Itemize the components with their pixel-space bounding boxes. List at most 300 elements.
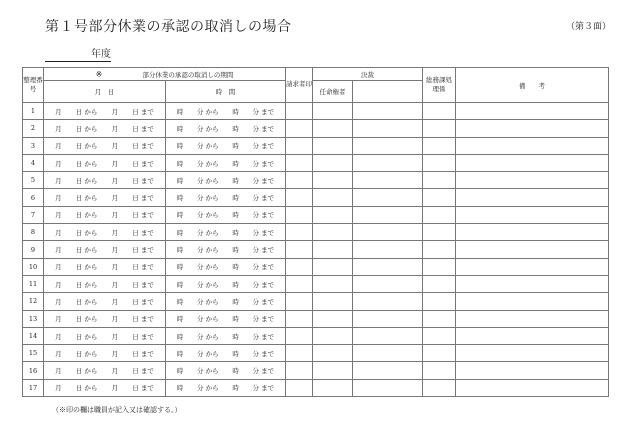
time-part: 分 まで <box>252 159 275 168</box>
date-range-cell[interactable] <box>44 362 166 379</box>
time-part: 時 <box>176 280 184 289</box>
time-part: 分 まで <box>252 228 275 237</box>
remarks-cell[interactable] <box>456 275 609 292</box>
header-time: 時 間 <box>166 81 286 103</box>
appointer-cell[interactable] <box>313 379 353 396</box>
date-part: 日 から <box>75 384 98 393</box>
date-part: 日 まで <box>132 246 154 255</box>
time-range-cell[interactable] <box>166 241 286 258</box>
date-part: 月 <box>55 142 62 151</box>
time-range-cell[interactable] <box>166 206 286 223</box>
time-part: 分 から <box>197 159 219 168</box>
appointer-cell[interactable] <box>313 327 353 344</box>
time-range-cell[interactable] <box>166 172 286 189</box>
date-part: 日 まで <box>132 280 154 289</box>
date-part: 月 <box>111 228 119 237</box>
date-part: 日 まで <box>132 263 154 272</box>
approval-cell[interactable] <box>353 327 423 344</box>
requester-seal-cell[interactable] <box>286 293 313 310</box>
date-part: 月 <box>111 159 119 168</box>
row-number: 16 <box>23 362 44 379</box>
approval-cell[interactable] <box>353 241 423 258</box>
time-part: 分 から <box>197 107 219 116</box>
date-range-cell[interactable] <box>44 241 166 258</box>
time-part: 分 から <box>197 211 219 220</box>
time-part: 時 <box>232 194 239 203</box>
time-range-cell[interactable] <box>166 120 286 137</box>
time-part: 分 から <box>197 280 219 289</box>
header-remarks: 備 考 <box>456 68 609 103</box>
date-part: 月 <box>111 176 119 185</box>
table-row <box>23 345 609 362</box>
time-part: 時 <box>176 246 184 255</box>
date-part: 日 まで <box>132 194 154 203</box>
time-part: 分 から <box>197 349 219 358</box>
date-range-cell[interactable] <box>44 327 166 344</box>
table-row <box>23 154 609 171</box>
row-number: 1 <box>23 103 44 120</box>
time-part: 時 <box>176 297 184 306</box>
row-number: 17 <box>23 379 44 396</box>
date-part: 日 まで <box>132 176 154 185</box>
date-part: 月 <box>55 297 62 306</box>
appointer-cell[interactable] <box>313 224 353 241</box>
date-part: 月 <box>55 332 62 341</box>
table-row <box>23 120 609 137</box>
row-number: 15 <box>23 345 44 362</box>
approval-cell[interactable] <box>353 154 423 171</box>
approval-cell[interactable] <box>353 189 423 206</box>
date-part: 日 まで <box>132 159 154 168</box>
row-number: 10 <box>23 258 44 275</box>
requester-seal-cell[interactable] <box>286 154 313 171</box>
requester-seal-cell[interactable] <box>286 362 313 379</box>
time-range-cell[interactable] <box>166 327 286 344</box>
time-part: 分 から <box>197 367 219 376</box>
remarks-cell[interactable] <box>456 362 609 379</box>
time-part: 時 <box>232 124 239 133</box>
date-part: 日 から <box>75 367 98 376</box>
time-part: 時 <box>176 176 184 185</box>
time-part: 分 まで <box>252 194 275 203</box>
date-part: 月 <box>111 280 119 289</box>
date-part: 日 から <box>75 280 98 289</box>
cancellation-table <box>22 67 609 397</box>
row-number: 7 <box>23 206 44 223</box>
date-part: 月 <box>111 349 119 358</box>
remarks-cell[interactable] <box>456 379 609 396</box>
appointer-cell[interactable] <box>313 103 353 120</box>
requester-seal-cell[interactable] <box>286 258 313 275</box>
time-part: 時 <box>232 228 239 237</box>
table-row <box>23 293 609 310</box>
general-affairs-cell[interactable] <box>423 362 456 379</box>
date-part: 日 から <box>75 211 98 220</box>
appointer-cell[interactable] <box>313 137 353 154</box>
time-part: 時 <box>232 280 239 289</box>
remarks-cell[interactable] <box>456 137 609 154</box>
appointer-cell[interactable] <box>313 206 353 223</box>
time-part: 時 <box>176 142 184 151</box>
general-affairs-cell[interactable] <box>423 189 456 206</box>
time-part: 時 <box>232 367 239 376</box>
time-range-cell[interactable] <box>166 379 286 396</box>
date-part: 月 <box>55 349 62 358</box>
table-row <box>23 275 609 292</box>
table-row <box>23 137 609 154</box>
appointer-cell[interactable] <box>313 362 353 379</box>
time-part: 時 <box>232 211 239 220</box>
approval-cell[interactable] <box>353 120 423 137</box>
time-part: 時 <box>176 263 184 272</box>
time-part: 分 まで <box>252 315 275 324</box>
time-range-cell[interactable] <box>166 137 286 154</box>
time-range-cell[interactable] <box>166 345 286 362</box>
time-part: 分 から <box>197 332 219 341</box>
row-number: 11 <box>23 275 44 292</box>
date-part: 日 から <box>75 315 98 324</box>
time-part: 分 まで <box>252 297 275 306</box>
date-part: 月 <box>111 315 119 324</box>
row-number: 8 <box>23 224 44 241</box>
time-range-cell[interactable] <box>166 189 286 206</box>
approval-cell[interactable] <box>353 103 423 120</box>
date-part: 日 まで <box>132 349 154 358</box>
time-part: 時 <box>232 297 239 306</box>
time-part: 時 <box>176 159 184 168</box>
time-part: 分 から <box>197 263 219 272</box>
appointer-cell[interactable] <box>313 310 353 327</box>
approval-cell[interactable] <box>353 206 423 223</box>
remarks-cell[interactable] <box>456 154 609 171</box>
time-part: 分 まで <box>252 367 275 376</box>
general-affairs-cell[interactable] <box>423 137 456 154</box>
requester-seal-cell[interactable] <box>286 172 313 189</box>
general-affairs-cell[interactable] <box>423 258 456 275</box>
appointer-cell[interactable] <box>313 293 353 310</box>
approval-cell[interactable] <box>353 258 423 275</box>
date-part: 日 から <box>75 176 98 185</box>
date-range-cell[interactable] <box>44 258 166 275</box>
time-part: 分 まで <box>252 107 275 116</box>
row-number: 13 <box>23 310 44 327</box>
requester-seal-cell[interactable] <box>286 103 313 120</box>
time-part: 時 <box>176 349 184 358</box>
requester-seal-cell[interactable] <box>286 189 313 206</box>
requester-seal-cell[interactable] <box>286 241 313 258</box>
general-affairs-cell[interactable] <box>423 275 456 292</box>
general-affairs-cell[interactable] <box>423 310 456 327</box>
table-row <box>23 172 609 189</box>
time-part: 分 から <box>197 384 219 393</box>
time-range-cell[interactable] <box>166 362 286 379</box>
year-label: 年度 <box>91 49 111 60</box>
date-range-cell[interactable] <box>44 379 166 396</box>
general-affairs-cell[interactable] <box>423 206 456 223</box>
date-part: 日 から <box>75 332 98 341</box>
time-part: 分 まで <box>252 211 275 220</box>
approval-cell[interactable] <box>353 362 423 379</box>
approval-cell[interactable] <box>353 172 423 189</box>
date-range-cell[interactable] <box>44 137 166 154</box>
time-part: 時 <box>232 107 239 116</box>
remarks-cell[interactable] <box>456 241 609 258</box>
time-part: 分 まで <box>252 142 275 151</box>
remarks-cell[interactable] <box>456 293 609 310</box>
time-part: 分 から <box>197 315 219 324</box>
table-row <box>23 258 609 275</box>
date-part: 日 まで <box>132 142 154 151</box>
approval-cell[interactable] <box>353 310 423 327</box>
general-affairs-cell[interactable] <box>423 241 456 258</box>
time-part: 分 から <box>197 246 219 255</box>
time-range-cell[interactable] <box>166 103 286 120</box>
appointer-cell[interactable] <box>313 189 353 206</box>
header-requester-seal: 請求者印 <box>286 68 313 103</box>
date-range-cell[interactable] <box>44 206 166 223</box>
date-part: 日 まで <box>132 124 154 133</box>
general-affairs-cell[interactable] <box>423 293 456 310</box>
date-range-cell[interactable] <box>44 345 166 362</box>
date-part: 日 から <box>75 194 98 203</box>
remarks-cell[interactable] <box>456 310 609 327</box>
date-part: 月 <box>111 263 119 272</box>
requester-seal-cell[interactable] <box>286 137 313 154</box>
approval-cell[interactable] <box>353 379 423 396</box>
requester-seal-cell[interactable] <box>286 310 313 327</box>
time-part: 時 <box>232 332 239 341</box>
time-part: 時 <box>232 142 239 151</box>
time-range-cell[interactable] <box>166 275 286 292</box>
general-affairs-cell[interactable] <box>423 327 456 344</box>
date-part: 日 から <box>75 263 98 272</box>
date-part: 月 <box>55 228 62 237</box>
date-part: 月 <box>55 124 62 133</box>
appointer-cell[interactable] <box>313 154 353 171</box>
remarks-cell[interactable] <box>456 103 609 120</box>
date-part: 月 <box>55 263 62 272</box>
date-part: 日 から <box>75 349 98 358</box>
header-appointer: 任命権者 <box>313 81 353 103</box>
time-part: 分 から <box>197 194 219 203</box>
date-part: 日 まで <box>132 297 154 306</box>
time-part: 分 まで <box>252 332 275 341</box>
date-part: 日 まで <box>132 332 154 341</box>
requester-seal-cell[interactable] <box>286 345 313 362</box>
row-number: 14 <box>23 327 44 344</box>
date-part: 日 から <box>75 159 98 168</box>
header-approval-blank <box>353 81 423 103</box>
table-row <box>23 327 609 344</box>
date-part: 月 <box>55 176 62 185</box>
approval-cell[interactable] <box>353 137 423 154</box>
date-range-cell[interactable] <box>44 120 166 137</box>
date-part: 月 <box>111 211 119 220</box>
time-part: 時 <box>176 124 184 133</box>
general-affairs-cell[interactable] <box>423 120 456 137</box>
date-range-cell[interactable] <box>44 293 166 310</box>
date-part: 日 から <box>75 297 98 306</box>
time-part: 分 まで <box>252 246 275 255</box>
row-number: 3 <box>23 137 44 154</box>
time-part: 時 <box>176 107 184 116</box>
appointer-cell[interactable] <box>313 345 353 362</box>
general-affairs-cell[interactable] <box>423 379 456 396</box>
general-affairs-cell[interactable] <box>423 103 456 120</box>
time-part: 分 から <box>197 228 219 237</box>
table-row <box>23 362 609 379</box>
date-part: 月 <box>111 124 119 133</box>
date-part: 日 まで <box>132 384 154 393</box>
date-part: 月 <box>55 246 62 255</box>
page-label: （第３面） <box>566 22 612 32</box>
time-part: 時 <box>176 228 184 237</box>
date-part: 月 <box>55 367 62 376</box>
row-number: 9 <box>23 241 44 258</box>
remarks-cell[interactable] <box>456 206 609 223</box>
date-range-cell[interactable] <box>44 189 166 206</box>
date-part: 日 まで <box>132 107 154 116</box>
date-part: 日 から <box>75 228 98 237</box>
remarks-cell[interactable] <box>456 120 609 137</box>
remarks-cell[interactable] <box>456 345 609 362</box>
time-part: 時 <box>232 263 239 272</box>
date-part: 日 から <box>75 107 98 116</box>
general-affairs-cell[interactable] <box>423 345 456 362</box>
requester-seal-cell[interactable] <box>286 120 313 137</box>
appointer-cell[interactable] <box>313 241 353 258</box>
time-part: 分 から <box>197 176 219 185</box>
time-range-cell[interactable] <box>166 310 286 327</box>
row-number: 4 <box>23 154 44 171</box>
time-part: 時 <box>176 332 184 341</box>
date-part: 月 <box>111 297 119 306</box>
header-period-label: 部分休業の承認の取消しの期間 <box>142 70 234 79</box>
row-number: 12 <box>23 293 44 310</box>
table-row <box>23 103 609 120</box>
time-part: 時 <box>232 315 239 324</box>
date-range-cell[interactable] <box>44 275 166 292</box>
remarks-cell[interactable] <box>456 189 609 206</box>
appointer-cell[interactable] <box>313 275 353 292</box>
row-number: 2 <box>23 120 44 137</box>
requester-seal-cell[interactable] <box>286 327 313 344</box>
time-part: 時 <box>232 246 239 255</box>
requester-seal-cell[interactable] <box>286 206 313 223</box>
date-range-cell[interactable] <box>44 103 166 120</box>
table-row <box>23 310 609 327</box>
general-affairs-cell[interactable] <box>423 154 456 171</box>
time-range-cell[interactable] <box>166 154 286 171</box>
date-part: 日 まで <box>132 228 154 237</box>
requester-seal-cell[interactable] <box>286 275 313 292</box>
appointer-cell[interactable] <box>313 120 353 137</box>
form-title: 第１号部分休業の承認の取消しの場合 <box>45 19 292 35</box>
row-number: 5 <box>23 172 44 189</box>
header-number: 整理番号 <box>23 68 44 103</box>
date-part: 月 <box>55 107 62 116</box>
time-part: 分 まで <box>252 280 275 289</box>
requester-seal-cell[interactable] <box>286 379 313 396</box>
time-part: 時 <box>176 211 184 220</box>
time-part: 時 <box>176 194 184 203</box>
date-part: 月 <box>111 384 119 393</box>
approval-cell[interactable] <box>353 345 423 362</box>
remarks-cell[interactable] <box>456 224 609 241</box>
time-part: 分 まで <box>252 124 275 133</box>
time-part: 時 <box>176 315 184 324</box>
time-range-cell[interactable] <box>166 224 286 241</box>
time-part: 時 <box>232 384 239 393</box>
date-part: 日 まで <box>132 367 154 376</box>
date-range-cell[interactable] <box>44 224 166 241</box>
date-part: 月 <box>55 211 62 220</box>
table-row <box>23 206 609 223</box>
time-range-cell[interactable] <box>166 258 286 275</box>
year-field[interactable] <box>45 45 111 62</box>
appointer-cell[interactable] <box>313 258 353 275</box>
date-range-cell[interactable] <box>44 154 166 171</box>
general-affairs-cell[interactable] <box>423 224 456 241</box>
date-part: 月 <box>111 332 119 341</box>
date-part: 日 から <box>75 246 98 255</box>
time-part: 分 まで <box>252 349 275 358</box>
date-part: 日 から <box>75 124 98 133</box>
approval-cell[interactable] <box>353 275 423 292</box>
time-part: 分 まで <box>252 176 275 185</box>
time-part: 時 <box>232 159 239 168</box>
date-range-cell[interactable] <box>44 172 166 189</box>
remarks-cell[interactable] <box>456 258 609 275</box>
time-part: 分 から <box>197 124 219 133</box>
date-part: 月 <box>55 159 62 168</box>
approval-cell[interactable] <box>353 293 423 310</box>
row-number: 6 <box>23 189 44 206</box>
header-date: 月 日 <box>44 81 166 103</box>
header-approval: 決裁 <box>313 68 423 81</box>
appointer-cell[interactable] <box>313 172 353 189</box>
approval-cell[interactable] <box>353 224 423 241</box>
table-row <box>23 379 609 396</box>
general-affairs-cell[interactable] <box>423 172 456 189</box>
header-period <box>44 68 286 81</box>
time-part: 分 まで <box>252 384 275 393</box>
date-part: 日 まで <box>132 211 154 220</box>
remarks-cell[interactable] <box>456 327 609 344</box>
footnote: （※印の欄は職員が記入又は確認する。） <box>52 406 182 414</box>
date-part: 月 <box>111 246 119 255</box>
time-range-cell[interactable] <box>166 293 286 310</box>
mark-symbol: ※ <box>95 69 103 79</box>
date-part: 月 <box>111 194 119 203</box>
date-part: 月 <box>111 367 119 376</box>
date-part: 日 から <box>75 142 98 151</box>
date-part: 月 <box>55 384 62 393</box>
date-range-cell[interactable] <box>44 310 166 327</box>
header-general-affairs: 総務課処理係 <box>423 68 456 103</box>
date-part: 日 まで <box>132 315 154 324</box>
date-part: 月 <box>111 107 119 116</box>
date-part: 月 <box>55 280 62 289</box>
time-part: 分 から <box>197 297 219 306</box>
table-row <box>23 224 609 241</box>
remarks-cell[interactable] <box>456 172 609 189</box>
time-part: 分 から <box>197 142 219 151</box>
date-part: 月 <box>55 194 62 203</box>
date-part: 月 <box>111 142 119 151</box>
requester-seal-cell[interactable] <box>286 224 313 241</box>
time-part: 時 <box>232 176 239 185</box>
